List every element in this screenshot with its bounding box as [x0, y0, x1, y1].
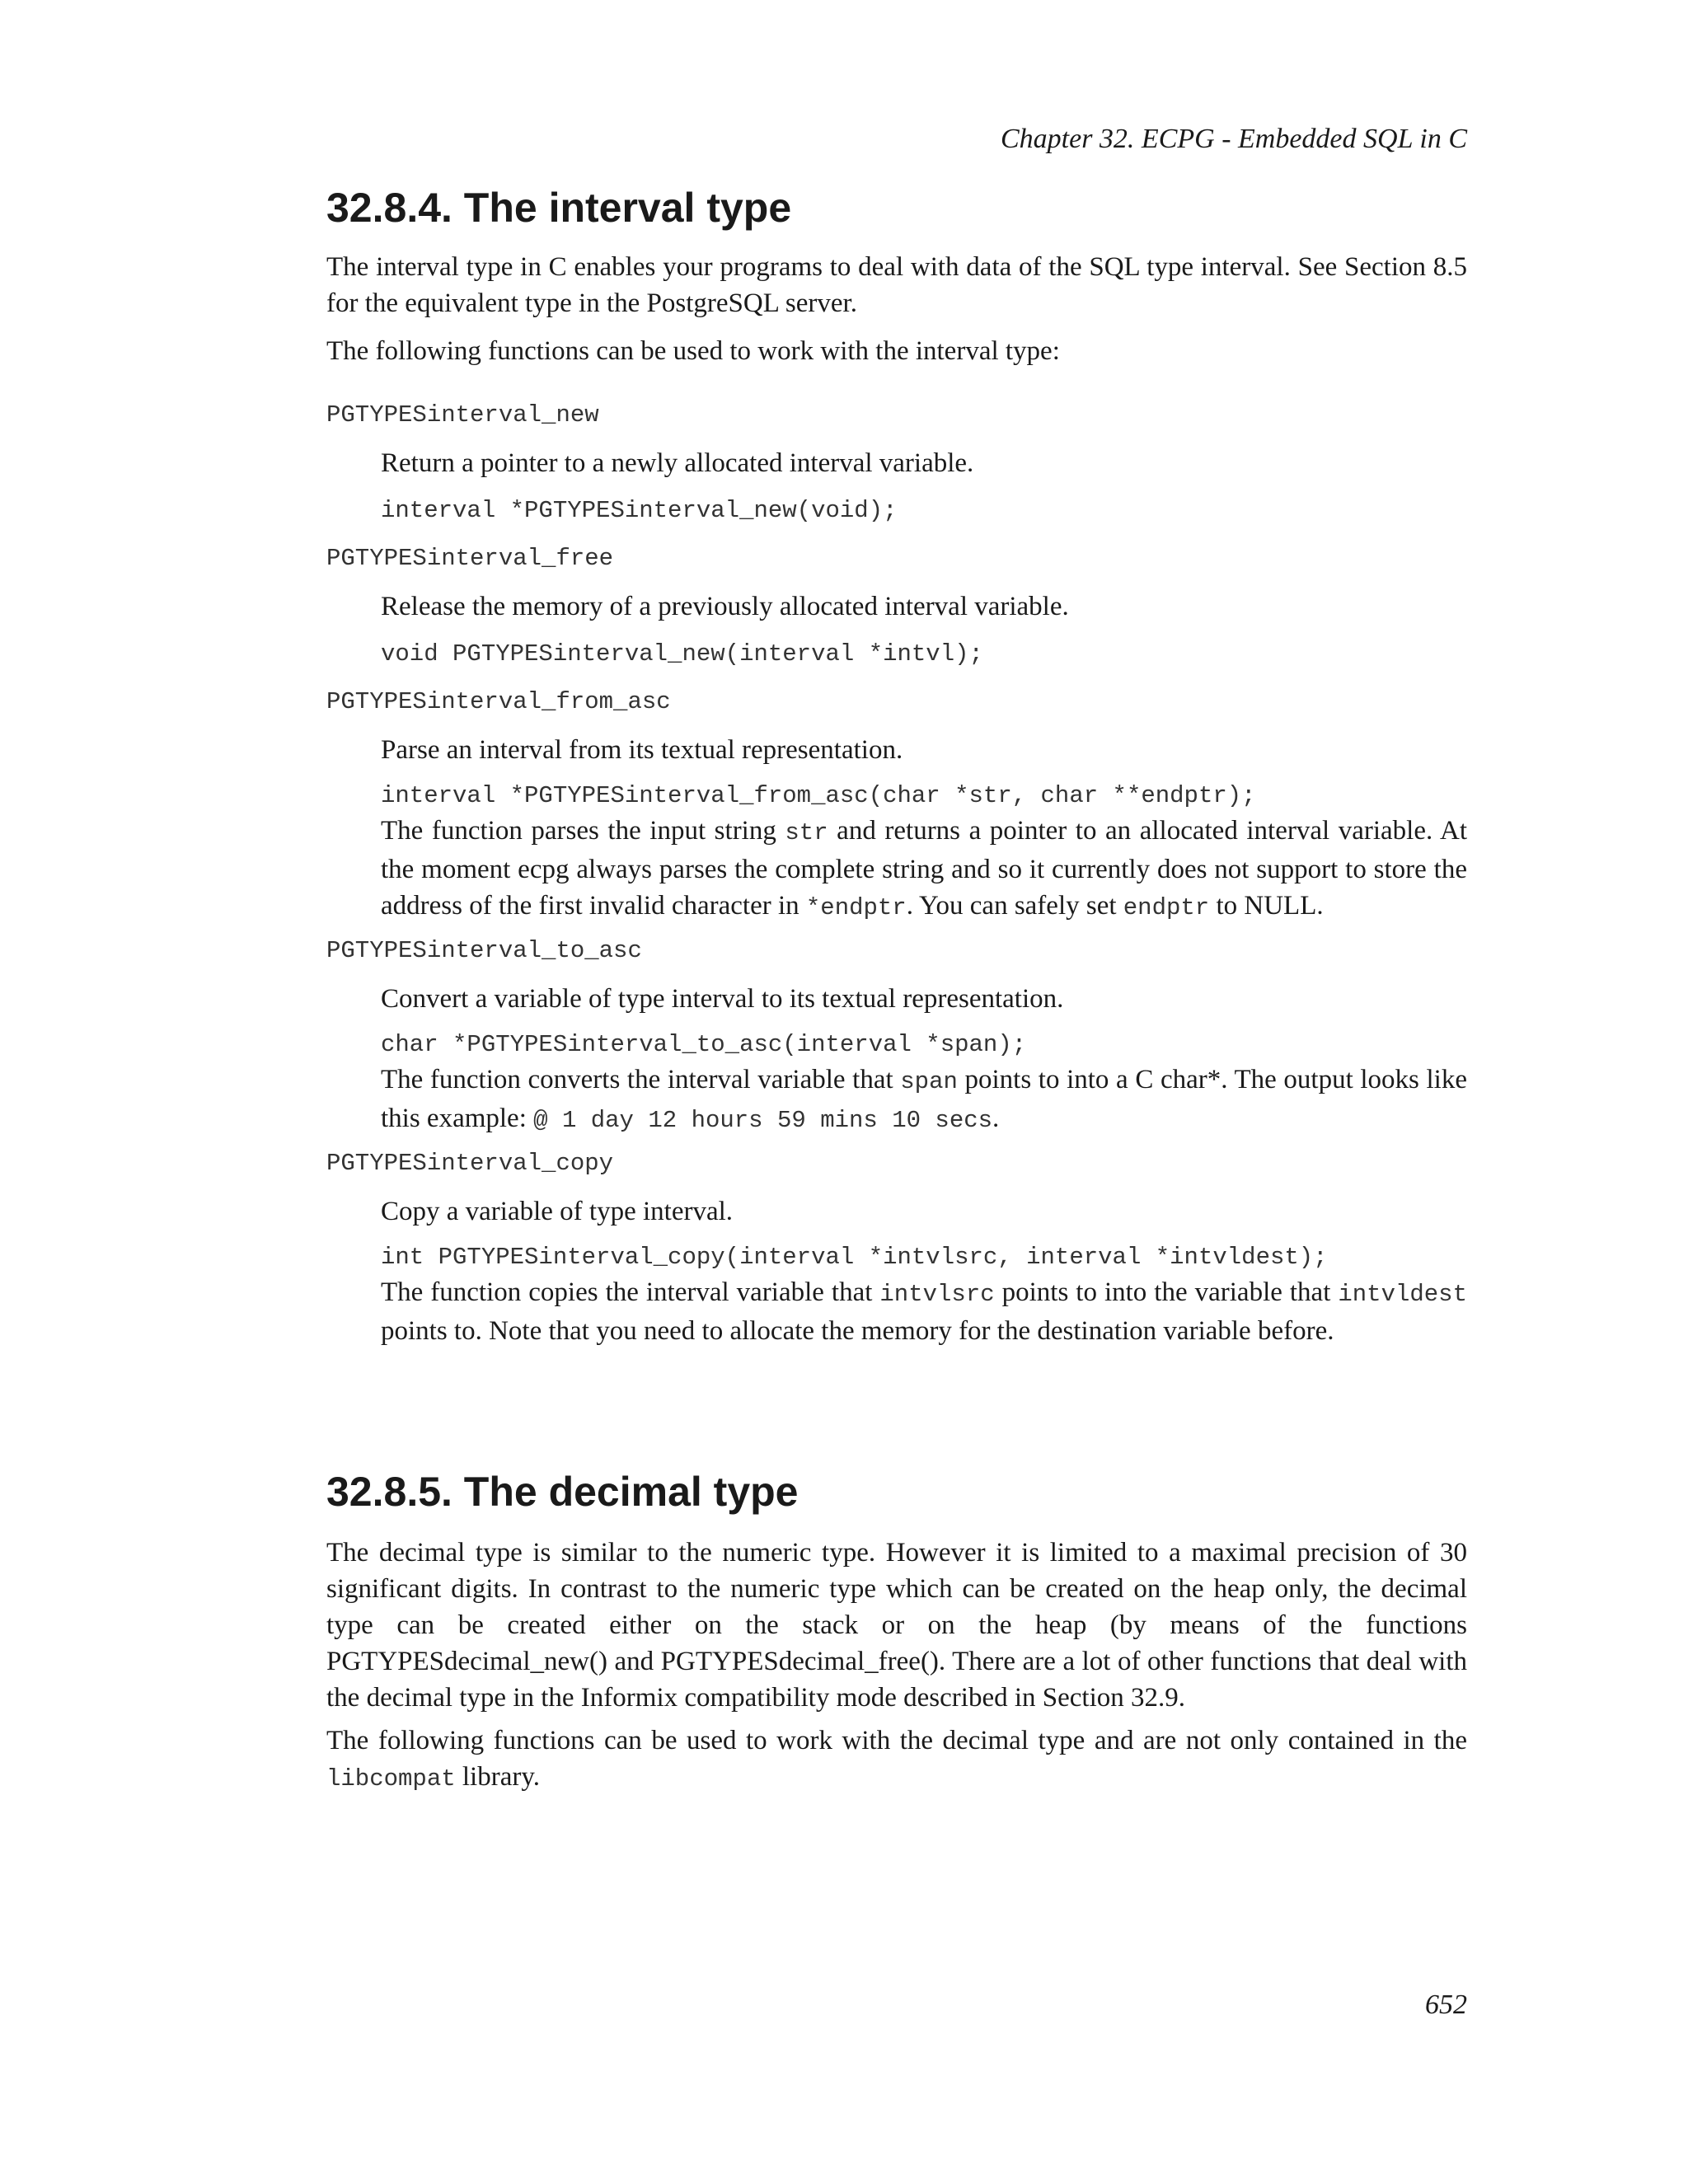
- function-entry: [326, 542, 1467, 575]
- function-detail-block: [326, 813, 1467, 926]
- function-synopsis-block: [326, 1241, 1467, 1274]
- section-lead: [326, 333, 1467, 369]
- section-title: 32.8.4. The interval type: [326, 185, 792, 231]
- lead-text: library.: [455, 1762, 540, 1792]
- section-title: 32.8.5. The decimal type: [326, 1469, 799, 1515]
- detail-text: points to. Note that you need to allocate the memory for the destination variable before.: [381, 1316, 1334, 1346]
- function-description: Release the memory of a previously allocated interval variable.: [381, 592, 1069, 621]
- lead-text: The following functions can be used to work with the decimal type and are not only contained in the: [326, 1726, 1467, 1755]
- section-intro: [326, 1535, 1467, 1716]
- function-synopsis: char *PGTYPESinterval_to_asc(interval *span);: [381, 1031, 1027, 1058]
- section-intro: [326, 249, 1467, 321]
- function-detail: [381, 1062, 1467, 1139]
- function-detail-block: [326, 1062, 1467, 1139]
- function-description-block: [326, 588, 1467, 625]
- function-synopsis: interval *PGTYPESinterval_from_asc(char *str, char **endptr);: [381, 782, 1256, 809]
- inline-code: *endptr: [805, 894, 907, 921]
- inline-code: str: [785, 819, 828, 846]
- detail-text: and returns a pointer to an allocated interval variable. At the moment ecpg always parses the complete string and so it currently does not support to store the address of the first invalid character in: [381, 816, 1467, 921]
- detail-text: points to into the variable that: [994, 1277, 1339, 1307]
- function-description: Return a pointer to a newly allocated interval variable.: [381, 448, 974, 478]
- section-decimal-type: [326, 1467, 1467, 1516]
- function-entry: [326, 1147, 1467, 1180]
- function-synopsis-block: [326, 1029, 1467, 1062]
- function-term: PGTYPESinterval_free: [326, 545, 614, 572]
- section-interval-type: [326, 183, 1467, 232]
- detail-text: The function parses the input string: [381, 816, 785, 846]
- inline-code: span: [900, 1068, 958, 1095]
- function-entry: [326, 399, 1467, 432]
- function-description-block: [326, 981, 1467, 1017]
- function-description: Copy a variable of type interval.: [381, 1197, 734, 1226]
- paragraph: [326, 1722, 1467, 1797]
- function-synopsis-block: [326, 638, 1467, 671]
- detail-text: The function copies the interval variable that: [381, 1277, 880, 1307]
- detail-text: to NULL.: [1209, 891, 1324, 921]
- function-synopsis: void PGTYPESinterval_new(interval *intvl);: [381, 640, 983, 668]
- detail-text: The function converts the interval variable that: [381, 1065, 901, 1094]
- function-description-block: [326, 445, 1467, 481]
- function-description-block: [326, 732, 1467, 768]
- running-head: Chapter 32. ECPG - Embedded SQL in C: [1000, 124, 1467, 154]
- detail-text: . You can safely set: [906, 891, 1123, 921]
- paragraph: The following functions can be used to work with the interval type:: [326, 336, 1060, 366]
- section-lead: [326, 1722, 1467, 1797]
- function-description: Convert a variable of type interval to its textual representation.: [381, 984, 1064, 1014]
- detail-text: points to into a C char*. The output looks like this example:: [381, 1065, 1467, 1133]
- function-description-block: [326, 1193, 1467, 1230]
- page-number: 652: [1425, 1990, 1467, 2020]
- paragraph: The decimal type is similar to the numeric type. However it is limited to a maximal precision of 30 significant digits. In contrast to the numeric type which can be created on the heap only, the decimal type can be created either on the stack or on the heap (by means of the functions PGTYPESdecimal_new() and PGTYPESdecimal_free(). There are a lot of other functions that deal with the decimal type in the Informix compatibility mode described in Section 32.9.: [326, 1538, 1467, 1713]
- function-term: PGTYPESinterval_copy: [326, 1150, 614, 1177]
- function-detail: [381, 813, 1467, 926]
- function-detail-block: [326, 1274, 1467, 1349]
- function-entry: [326, 935, 1467, 968]
- function-entry: [326, 686, 1467, 719]
- function-synopsis: interval *PGTYPESinterval_new(void);: [381, 497, 898, 524]
- function-detail: [381, 1274, 1467, 1349]
- function-synopsis-block: [326, 494, 1467, 527]
- function-synopsis: int PGTYPESinterval_copy(interval *intvlsrc, interval *intvldest);: [381, 1244, 1328, 1271]
- function-synopsis-block: [326, 780, 1467, 813]
- function-term: PGTYPESinterval_new: [326, 401, 599, 429]
- detail-text: .: [992, 1104, 1000, 1133]
- inline-code: @ 1 day 12 hours 59 mins 10 secs: [533, 1107, 993, 1134]
- inline-code: intvldest: [1338, 1281, 1467, 1308]
- function-term: PGTYPESinterval_to_asc: [326, 937, 642, 964]
- paragraph: The interval type in C enables your programs to deal with data of the SQL type interval. See Section 8.5 for the equivalent type in the PostgreSQL server.: [326, 252, 1467, 318]
- function-term: PGTYPESinterval_from_asc: [326, 688, 671, 715]
- inline-code: endptr: [1123, 894, 1210, 921]
- function-description: Parse an interval from its textual representation.: [381, 735, 903, 765]
- inline-code: libcompat: [326, 1765, 456, 1793]
- inline-code: intvlsrc: [879, 1281, 995, 1308]
